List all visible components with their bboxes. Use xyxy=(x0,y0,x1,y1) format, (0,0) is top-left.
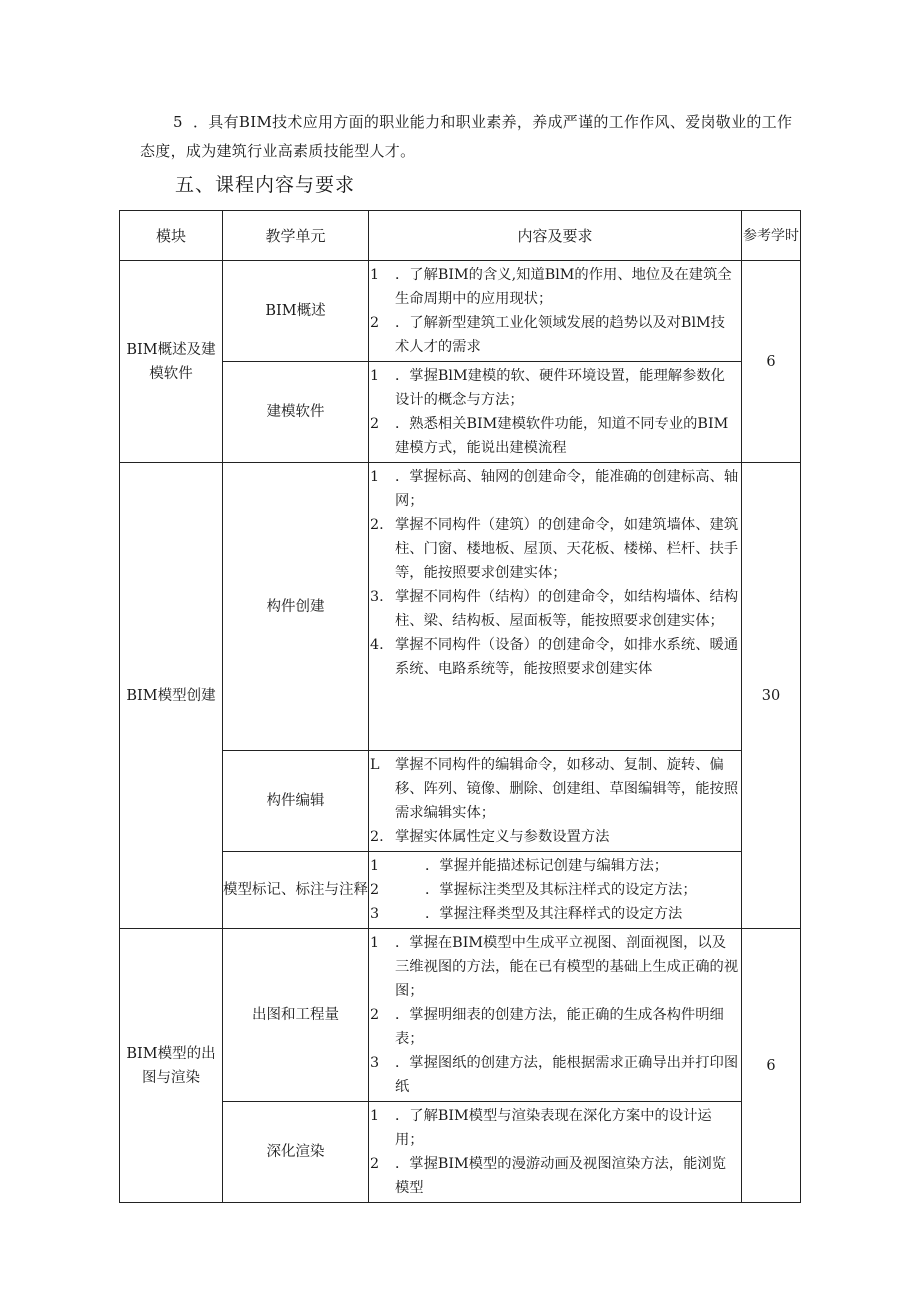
list-item: L 掌握不同构件的编辑命令，如移动、复制、旋转、偏移、阵列、镜像、删除、创建组、草图编辑等，能按照需求编辑实体； xyxy=(370,757,739,821)
header-module: 模块 xyxy=(120,211,223,261)
list-item: 2. 掌握实体属性定义与参数设置方法 xyxy=(370,829,610,845)
list-item: 2 ．掌握BIM模型的漫游动画及视图渲染方法，能浏览模型 xyxy=(370,1156,727,1196)
unit-cell: BIM概述 xyxy=(223,261,369,362)
intro-number: 5 xyxy=(173,113,183,131)
table-row xyxy=(120,362,801,463)
list-item: 2 ．了解新型建筑工业化领域发展的趋势以及对BlM技术人才的需求 xyxy=(370,315,725,355)
list-item: 1 ．了解BIM模型与渲染表现在深化方案中的设计运用； xyxy=(370,1108,712,1148)
table-row xyxy=(120,929,801,1102)
unit-cell: 模型标记、标注与注释 xyxy=(223,852,369,929)
list-item: 1 ．掌握在BIM模型中生成平立视图、剖面视图，以及三维视图的方法，能在已有模型的基础上生成正确的视图； xyxy=(370,935,739,999)
table-row xyxy=(120,463,801,751)
list-item: 3 ．掌握注释类型及其注释样式的设定方法 xyxy=(370,906,683,922)
table-row xyxy=(120,261,801,362)
header-content: 内容及要求 xyxy=(369,211,742,261)
content-cell xyxy=(369,929,742,1102)
list-item: 2 ．熟悉相关BIM建模软件功能，知道不同专业的BIM建模方式，能说出建模流程 xyxy=(370,416,729,456)
table-row xyxy=(120,852,801,929)
section-title: 五、课程内容与要求 xyxy=(175,174,356,196)
unit-cell: 深化渲染 xyxy=(223,1102,369,1203)
list-item: 4. 掌握不同构件（设备）的创建命令，如排水系统、暖通系统、电路系统等，能按照要求创建实体 xyxy=(370,637,739,677)
list-item: 2 ．掌握明细表的创建方法，能正确的生成各构件明细表； xyxy=(370,1007,724,1047)
module-cell: BIM模型的出图与渲染 xyxy=(120,929,223,1203)
unit-cell: 出图和工程量 xyxy=(223,929,369,1102)
header-hours: 参考学时 xyxy=(742,211,801,261)
list-item: 1 ．了解BIM的含义,知道BlM的作用、地位及在建筑全生命周期中的应用现状； xyxy=(370,267,732,307)
content-cell xyxy=(369,1102,742,1203)
header-unit: 教学单元 xyxy=(223,211,369,261)
module-cell: BIM模型创建 xyxy=(120,463,223,929)
content-cell xyxy=(369,751,742,852)
content-cell xyxy=(369,852,742,929)
content-cell xyxy=(369,261,742,362)
content-cell xyxy=(369,362,742,463)
table-row xyxy=(120,751,801,852)
list-item: 1 ．掌握BlM建模的软、硬件环境设置，能理解参数化设计的概念与方法； xyxy=(370,368,725,408)
intro-paragraph xyxy=(140,108,804,166)
content-cell xyxy=(369,463,742,751)
hours-cell: 6 xyxy=(742,261,801,463)
table-header-row xyxy=(120,211,801,261)
list-item: 3. 掌握不同构件（结构）的创建命令，如结构墙体、结构柱、梁、结构板、屋面板等，能按照要求创建实体； xyxy=(370,589,739,629)
unit-cell: 建模软件 xyxy=(223,362,369,463)
hours-cell: 30 xyxy=(742,463,801,929)
course-content-table xyxy=(119,210,801,1203)
intro-text: ．具有BIM技术应用方面的职业能力和职业素养，养成严谨的工作作风、爱岗敬业的工作态度，成为建筑行业高素质技能型人才。 xyxy=(140,113,793,160)
table-row xyxy=(120,1102,801,1203)
list-item: 2. 掌握不同构件（建筑）的创建命令，如建筑墙体、建筑柱、门窗、楼地板、屋顶、天花板、楼梯、栏杆、扶手等，能按照要求创建实体； xyxy=(370,517,739,581)
list-item: 3 ．掌握图纸的创建方法，能根据需求正确导出并打印图纸 xyxy=(370,1055,739,1095)
unit-cell: 构件编辑 xyxy=(223,751,369,852)
hours-cell: 6 xyxy=(742,929,801,1203)
list-item: 1 ．掌握标高、轴网的创建命令，能准确的创建标高、轴网； xyxy=(370,469,739,509)
list-item: 2 ．掌握标注类型及其标注样式的设定方法； xyxy=(370,882,697,898)
unit-cell: 构件创建 xyxy=(223,463,369,751)
list-item: 1 ．掌握并能描述标记创建与编辑方法； xyxy=(370,858,669,874)
module-cell: BIM概述及建模软件 xyxy=(120,261,223,463)
